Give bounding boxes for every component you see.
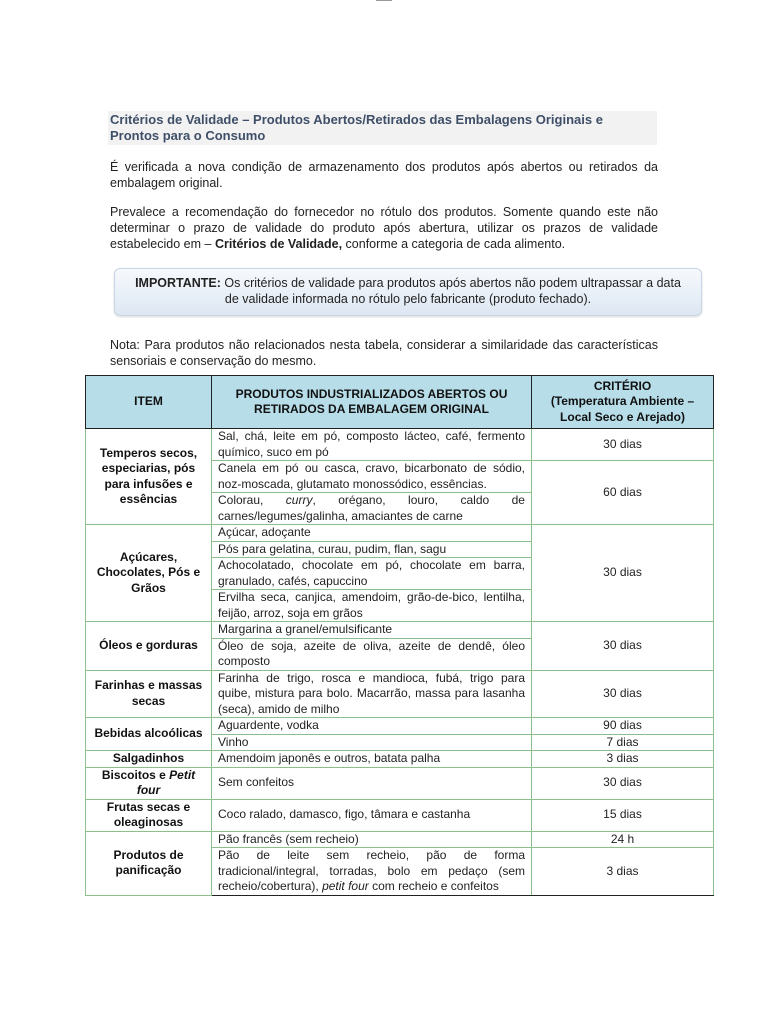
table-row: [86, 429, 714, 461]
product-cell: Canela em pó ou casca, cravo, bicarbonato de sódio, noz-moscada, glutamato monossódico, essências.: [212, 461, 532, 493]
table-header-row: [86, 376, 714, 429]
criterion-cell: 30 dias: [532, 429, 714, 461]
product-cell: [212, 493, 532, 525]
table-row: [86, 718, 714, 735]
criterion-cell: 30 dias: [532, 767, 714, 799]
table-row: [86, 799, 714, 831]
recommendation-paragraph: [110, 204, 658, 252]
criterion-cell: 7 dias: [532, 734, 714, 751]
product-cell: Pós para gelatina, curau, pudim, flan, sagu: [212, 541, 532, 558]
criterion-cell: 60 dias: [532, 461, 714, 525]
item-cell: Bebidas alcoólicas: [86, 718, 212, 751]
item-cell: [86, 767, 212, 799]
product-cell: Margarina a granel/emulsificante: [212, 622, 532, 639]
item-text-italic: Petit four: [136, 767, 196, 797]
product-cell: Amendoim japonês e outros, batata palha: [212, 751, 532, 768]
recommendation-bold: Critérios de Validade,: [214, 237, 343, 251]
product-cell: Vinho: [212, 734, 532, 751]
important-text: Os critérios de validade para produtos após abertos não podem ultrapassar a data de validade informada no rótulo pelo fabricante (produto fechado).: [220, 276, 681, 306]
item-cell: Produtos de panificação: [86, 831, 212, 895]
criterion-cell: 3 dias: [532, 848, 714, 896]
validity-criteria-table: [85, 375, 714, 896]
product-cell: [212, 848, 532, 896]
product-cell: Farinha de trigo, rosca e mandioca, fubá, trigo para quibe, mistura para bolo. Macarrão, massa para lasanha (seca), amido de milho: [212, 670, 532, 718]
header-products: PRODUTOS INDUSTRIALIZADOS ABERTOS OU RETIRADOS DA EMBALAGEM ORIGINAL: [212, 376, 532, 429]
recommendation-text: Prevalece a recomendação do fornecedor no rótulo dos produtos. Somente quando este não determinar o prazo de validade do produto após abertura, utilizar os prazos de validade estabelecido em –: [110, 205, 658, 251]
product-text: , orégano, louro, caldo de carnes/legumes/galinha, amaciantes de carne: [218, 493, 525, 523]
product-text: Colorau,: [218, 493, 286, 507]
criterion-cell: 3 dias: [532, 751, 714, 768]
product-cell: Coco ralado, damasco, figo, tâmara e castanha: [212, 799, 532, 831]
header-criterion-sub: (Temperatura Ambiente – Local Seco e Arejado): [550, 394, 695, 424]
table-row: [86, 767, 714, 799]
item-cell: Frutas secas e oleaginosas: [86, 799, 212, 831]
table-row: [86, 622, 714, 639]
product-cell: Óleo de soja, azeite de oliva, azeite de dendê, óleo composto: [212, 638, 532, 670]
intro-paragraph: É verificada a nova condição de armazenamento dos produtos após abertos ou retirados da embalagem original.: [110, 160, 658, 190]
table-row: [86, 525, 714, 542]
product-cell: Achocolatado, chocolate em pó, chocolate em barra, granulado, cafés, capuccino: [212, 558, 532, 590]
important-callout: [114, 268, 702, 316]
item-cell: Temperos secos, especiarias, pós para infusões e essências: [86, 429, 212, 525]
product-cell: Sal, chá, leite em pó, composto lácteo, café, fermento químico, suco em pó: [212, 429, 532, 461]
product-cell: Sem confeitos: [212, 767, 532, 799]
item-text: Biscoitos e: [101, 767, 170, 782]
table-row: [86, 670, 714, 718]
product-text: Pão de leite sem recheio, pão de forma tradicional/integral, torradas, bolo em pedaço (sem recheio/cobertura),: [218, 848, 525, 893]
product-text: com recheio e confeitos: [368, 879, 499, 893]
product-cell: Aguardente, vodka: [212, 718, 532, 735]
item-cell: Óleos e gorduras: [86, 622, 212, 671]
criterion-cell: 30 dias: [532, 525, 714, 622]
product-text-italic: petit four: [322, 879, 369, 893]
criterion-cell: 90 dias: [532, 718, 714, 735]
important-label: IMPORTANTE:: [135, 276, 221, 290]
product-cell: Açúcar, adoçante: [212, 525, 532, 542]
header-item: ITEM: [86, 376, 212, 429]
item-cell: Salgadinhos: [86, 751, 212, 768]
section-title: Critérios de Validade – Produtos Abertos/Retirados das Embalagens Originais e Prontos para o Consumo: [108, 111, 657, 145]
criterion-cell: 24 h: [532, 831, 714, 848]
header-criterion: [532, 376, 714, 429]
criterion-cell: 30 dias: [532, 622, 714, 671]
criterion-cell: 30 dias: [532, 670, 714, 718]
product-cell: Ervilha seca, canjica, amendoim, grão-de-bico, lentilha, feijão, arroz, soja em grãos: [212, 590, 532, 622]
header-criterion-title: CRITÉRIO: [593, 378, 652, 393]
item-cell: Farinhas e massas secas: [86, 670, 212, 718]
table-row: [86, 831, 714, 848]
product-cell: Pão francês (sem recheio): [212, 831, 532, 848]
item-cell: Açúcares, Chocolates, Pós e Grãos: [86, 525, 212, 622]
table-row: [86, 751, 714, 768]
product-text-italic: curry: [285, 493, 313, 507]
criterion-cell: 15 dias: [532, 799, 714, 831]
recommendation-text-end: conforme a categoria de cada alimento.: [342, 237, 566, 251]
page-top-mark: [376, 0, 392, 1]
note-paragraph: Nota: Para produtos não relacionados nesta tabela, considerar a similaridade das características sensoriais e conservação do mesmo.: [110, 338, 658, 368]
